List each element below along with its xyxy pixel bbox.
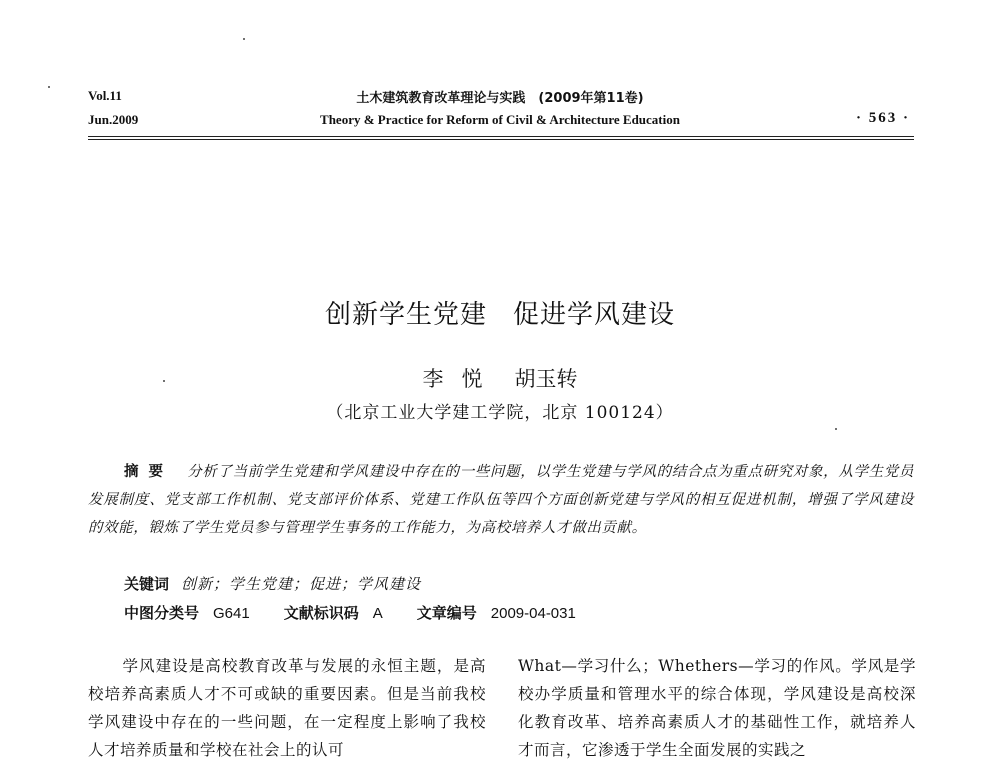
- scan-speck: [243, 38, 245, 40]
- abstract-text: 分析了当前学生党建和学风建设中存在的一些问题，以学生党建与学风的结合点为重点研究对象，从学生党员发展制度、党支部工作机制、党支部评价体系、党建工作队伍等四个方面创新党建与学风的相互促进机制，增强了学风建设的效能，锻炼了学生党员参与管理学生事务的工作能力，为高校培养人才做出贡献。: [88, 464, 915, 536]
- body-left-text: 学风建设是高校教育改革与发展的永恒主题，是高校培养高素质人才不可或缺的重要因素。但是当前我校学风建设中存在的一些问题，在一定程度上影响了我校人才培养质量和学校在社会上的认可: [88, 657, 486, 759]
- header-rule-top: [88, 136, 914, 137]
- body-column-right: [518, 652, 916, 764]
- doc-code-value: A: [372, 605, 383, 622]
- clc-label: 中图分类号: [124, 604, 200, 622]
- article-title: [0, 294, 1000, 331]
- author-2: 胡玉转: [514, 367, 578, 391]
- keywords-label: 关键词: [124, 575, 170, 593]
- author-1: 李悦: [422, 367, 501, 391]
- abstract-label: 摘要: [124, 464, 174, 480]
- article-number-value: 2009-04-031: [490, 605, 576, 622]
- article-number-label: 文章编号: [416, 604, 477, 622]
- clc-value: G641: [213, 605, 250, 622]
- body-column-left: [88, 652, 486, 764]
- title-part-1: 创新学生党建: [324, 300, 487, 330]
- classification-line: [124, 602, 610, 623]
- header-date: Jun.2009: [88, 112, 139, 127]
- body-right-text: What—学习什么；Whethers—学习的作风。学风是学校办学质量和管理水平的综合体现，学风建设是高校深化教育改革、培养高素质人才的基础性工作，就培养人才而言，它渗透于学生全面发展的实践之: [518, 657, 916, 759]
- scan-speck: [835, 428, 837, 430]
- header-journal-cn: 土木建筑教育改革理论与实践 (2009年第11卷): [356, 91, 644, 106]
- affiliation: （北京工业大学建工学院，北京 100124）: [326, 403, 674, 423]
- header-volume: Vol.11: [88, 88, 122, 103]
- scan-speck: [48, 86, 50, 88]
- authors: [0, 363, 1000, 393]
- header-journal-en: Theory & Practice for Reform of Civil & Architecture Education: [320, 112, 680, 127]
- keywords: [124, 573, 421, 594]
- keywords-value: 创新；学生党建；促进；学风建设: [181, 575, 422, 593]
- title-part-2: 促进学风建设: [513, 300, 676, 330]
- page-number: · 563 ·: [855, 110, 910, 126]
- doc-code-label: 文献标识码: [283, 604, 359, 622]
- header-rule-bottom: [88, 139, 914, 140]
- abstract: [88, 458, 914, 542]
